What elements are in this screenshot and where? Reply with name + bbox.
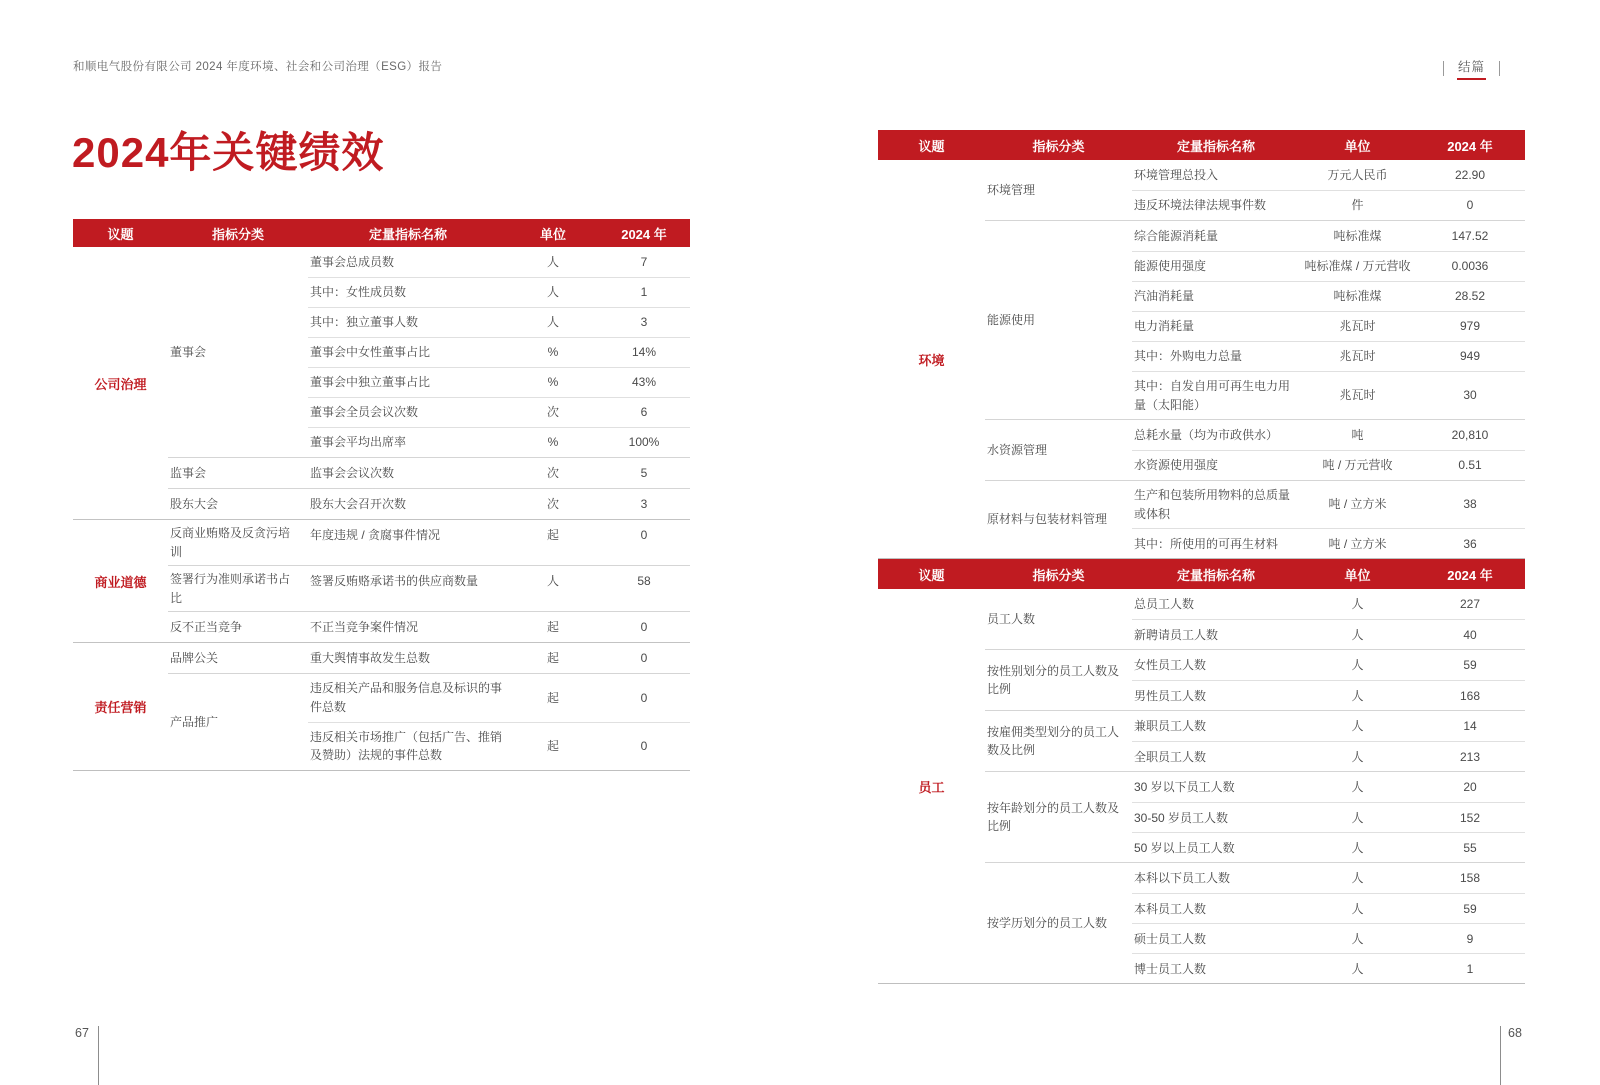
indicator-name-cell: 本科员工人数	[1134, 901, 1207, 916]
indicator-name-cell: 董事会中独立董事占比	[310, 375, 431, 390]
indicator-name-cell: 其中：独立董事人数	[310, 315, 419, 330]
category-label: 员工人数	[987, 612, 1036, 627]
unit-cell: 人	[546, 573, 559, 588]
indicator-name-cell: 其中：自发自用可再生电力用量（太阳能）	[1134, 379, 1291, 412]
table-row	[1132, 420, 1525, 450]
value-cell: 20,810	[1451, 427, 1489, 442]
value-cell: 1	[640, 285, 648, 300]
rows-column	[1132, 481, 1525, 558]
indicator-name-cell: 董事会总成员数	[310, 254, 395, 269]
rows-column	[1132, 420, 1525, 480]
unit-cell: 起	[546, 738, 559, 753]
indicator-name-cell: 违反相关市场推广（包括广告、推销及赞助）法规的事件总数	[310, 729, 503, 763]
category-block	[168, 673, 690, 769]
value-cell: 58	[637, 573, 651, 588]
indicator-name-cell: 股东大会召开次数	[310, 496, 407, 511]
indicator-name-cell: 签署反贿赂承诺书的供应商数量	[310, 573, 479, 588]
table-body	[73, 247, 690, 771]
value-cell: 7	[640, 254, 648, 269]
table-row	[1132, 371, 1525, 419]
unit-cell: %	[547, 435, 559, 450]
page-number-right: 68	[1508, 1026, 1522, 1040]
indicator-name-cell: 董事会中女性董事占比	[310, 345, 431, 360]
table-header-row	[878, 559, 1525, 589]
rows-column	[308, 458, 690, 488]
table-row	[308, 458, 690, 488]
indicator-name-cell: 硕士员工人数	[1134, 931, 1207, 946]
table-row	[1132, 481, 1525, 528]
indicator-name-cell: 30-50 岁员工人数	[1134, 810, 1229, 825]
value-cell: 100%	[628, 435, 660, 450]
unit-cell: 人	[546, 254, 559, 269]
unit-cell: 人	[1351, 871, 1364, 886]
indicator-name-cell: 总耗水量（均为市政供水）	[1134, 427, 1279, 442]
indicator-name-cell: 生产和包装所用物料的总质量或体积	[1134, 488, 1291, 521]
table-row	[308, 247, 690, 277]
table-row	[308, 307, 690, 337]
table-row	[1132, 772, 1525, 802]
unit-cell: 吨 / 万元营收	[1322, 458, 1393, 473]
value-cell: 55	[1463, 840, 1477, 855]
category-label: 原材料与包装材料管理	[987, 512, 1108, 527]
category-label: 按学历划分的员工人数	[987, 916, 1108, 931]
esg-table-environment	[878, 130, 1525, 559]
unit-cell: 人	[1351, 749, 1364, 764]
table-row	[1132, 341, 1525, 371]
table-header-row	[73, 219, 690, 247]
table-header-row	[878, 130, 1525, 160]
unit-cell: 吨标准煤 / 万元营收	[1304, 259, 1411, 274]
category-label: 按性别划分的员工人数及比例	[987, 663, 1120, 697]
value-cell: 979	[1459, 319, 1481, 334]
table-row	[308, 520, 690, 550]
unit-cell: 兆瓦时	[1339, 388, 1376, 403]
indicator-name-cell: 水资源使用强度	[1134, 458, 1219, 473]
category-block	[985, 220, 1525, 419]
column-header: 定量指标名称	[1176, 567, 1255, 583]
value-cell: 147.52	[1451, 228, 1489, 243]
indicator-name-cell: 汽油消耗量	[1134, 289, 1195, 304]
indicator-name-cell: 董事会平均出席率	[310, 435, 407, 450]
unit-cell: 吨标准煤	[1333, 228, 1382, 243]
indicator-name-cell: 30 岁以下员工人数	[1134, 780, 1235, 795]
page-title: 2024年关键绩效	[72, 129, 385, 176]
value-cell: 3	[640, 315, 648, 330]
category-label: 品牌公关	[170, 651, 219, 666]
category-block	[985, 160, 1525, 220]
esg-table-employees	[878, 559, 1525, 984]
column-header: 指标分类	[1032, 138, 1085, 154]
topic-block	[73, 247, 690, 519]
table-row	[1132, 802, 1525, 832]
indicator-name-cell: 新聘请员工人数	[1134, 627, 1219, 642]
value-cell: 30	[1463, 388, 1477, 403]
table-row	[308, 277, 690, 307]
unit-cell: 吨标准煤	[1333, 289, 1382, 304]
table-row	[308, 722, 690, 770]
table-row	[1132, 221, 1525, 251]
table-row	[1132, 619, 1525, 649]
unit-cell: 人	[1351, 780, 1364, 795]
unit-cell: 人	[1351, 658, 1364, 673]
unit-cell: 吨	[1351, 427, 1364, 442]
unit-cell: 次	[546, 496, 559, 511]
indicator-name-cell: 环境管理总投入	[1134, 167, 1219, 182]
table-row	[1132, 450, 1525, 480]
table-row	[308, 643, 690, 673]
category-label: 反商业贿赂及反贪污培训	[170, 526, 291, 559]
category-block	[168, 643, 690, 673]
table-row	[308, 612, 690, 642]
unit-cell: 吨 / 立方米	[1328, 497, 1387, 512]
rows-column	[308, 520, 690, 565]
category-column	[985, 589, 1525, 983]
category-label: 监事会	[170, 465, 207, 480]
category-label: 签署行为准则承诺书占比	[170, 572, 291, 605]
column-header: 2024 年	[621, 226, 667, 242]
topic-label: 公司治理	[94, 376, 147, 392]
indicator-name-cell: 综合能源消耗量	[1134, 228, 1219, 243]
value-cell: 14	[1463, 719, 1477, 734]
table-body	[878, 589, 1525, 984]
unit-cell: 件	[1351, 198, 1364, 213]
topic-label: 员工	[918, 779, 945, 795]
table-row	[308, 566, 690, 596]
page-number-left: 67	[75, 1026, 89, 1040]
column-header: 议题	[918, 138, 945, 154]
category-column	[985, 160, 1525, 558]
value-cell: 0.0036	[1451, 259, 1489, 274]
column-header: 定量指标名称	[1176, 138, 1255, 154]
column-header: 议题	[918, 567, 945, 583]
unit-cell: 人	[1351, 627, 1364, 642]
rows-column	[308, 566, 690, 611]
value-cell: 152	[1459, 810, 1481, 825]
table-row	[1132, 893, 1525, 923]
unit-cell: 人	[1351, 840, 1364, 855]
value-cell: 59	[1463, 658, 1477, 673]
value-cell: 0	[1466, 198, 1474, 213]
unit-cell: 人	[1351, 901, 1364, 916]
table-row	[1132, 311, 1525, 341]
indicator-name-cell: 不正当竞争案件情况	[310, 620, 419, 635]
indicator-name-cell: 重大舆情事故发生总数	[310, 651, 431, 666]
table-row	[1132, 711, 1525, 741]
unit-cell: 次	[546, 405, 559, 420]
category-label: 股东大会	[170, 496, 219, 511]
unit-cell: 人	[1351, 931, 1364, 946]
table-row	[1132, 160, 1525, 190]
topic-block	[73, 519, 690, 642]
value-cell: 158	[1459, 871, 1481, 886]
value-cell: 22.90	[1454, 167, 1486, 182]
category-label: 水资源管理	[987, 442, 1048, 457]
right-column	[878, 130, 1525, 984]
category-label: 环境管理	[987, 182, 1036, 197]
esg-table-governance	[73, 219, 690, 771]
column-header: 单位	[1344, 138, 1371, 154]
category-column	[168, 643, 690, 769]
value-cell: 20	[1463, 780, 1477, 795]
value-cell: 59	[1463, 901, 1477, 916]
table-row	[1132, 281, 1525, 311]
rows-column	[308, 489, 690, 519]
report-running-title: 和顺电气股份有限公司 2024 年度环境、社会和公司治理（ESG）报告	[73, 61, 443, 73]
category-block	[985, 649, 1525, 710]
indicator-name-cell: 董事会全员会议次数	[310, 405, 419, 420]
indicator-name-cell: 违反环境法律法规事件数	[1134, 198, 1267, 213]
value-cell: 36	[1463, 536, 1477, 551]
table-row	[1132, 528, 1525, 558]
rows-column	[1132, 589, 1525, 649]
unit-cell: 人	[1351, 810, 1364, 825]
indicator-name-cell: 总员工人数	[1134, 597, 1195, 612]
rows-column	[1132, 772, 1525, 862]
topic-block	[878, 589, 1525, 983]
value-cell: 0	[640, 690, 648, 705]
value-cell: 38	[1463, 497, 1477, 512]
indicator-name-cell: 兼职员工人数	[1134, 719, 1207, 734]
column-header: 2024 年	[1447, 138, 1493, 154]
category-block	[985, 589, 1525, 649]
value-cell: 213	[1459, 749, 1481, 764]
unit-cell: 起	[546, 651, 559, 666]
value-cell: 0.51	[1458, 458, 1482, 473]
rows-column	[1132, 160, 1525, 220]
value-cell: 168	[1459, 688, 1481, 703]
table-row	[1132, 923, 1525, 953]
page-number-divider	[98, 1026, 99, 1085]
unit-cell: %	[547, 375, 559, 390]
value-cell: 0	[640, 651, 648, 666]
table-row	[1132, 190, 1525, 220]
table-row	[1132, 863, 1525, 893]
rows-column	[308, 674, 690, 769]
category-block	[168, 457, 690, 488]
unit-cell: 人	[546, 285, 559, 300]
topic-label: 环境	[918, 352, 945, 368]
value-cell: 227	[1459, 597, 1481, 612]
divider	[1443, 61, 1444, 76]
column-header: 2024 年	[1447, 567, 1493, 583]
value-cell: 1	[1466, 961, 1474, 976]
indicator-name-cell: 其中：女性成员数	[310, 285, 407, 300]
table-row	[1132, 953, 1525, 983]
value-cell: 0	[640, 620, 648, 635]
value-cell: 0	[640, 527, 648, 542]
unit-cell: 人	[1351, 597, 1364, 612]
value-cell: 40	[1463, 627, 1477, 642]
value-cell: 6	[640, 405, 648, 420]
unit-cell: 吨 / 立方米	[1328, 536, 1387, 551]
column-header: 议题	[107, 226, 134, 242]
category-block	[985, 480, 1525, 558]
indicator-name-cell: 违反相关产品和服务信息及标识的事件总数	[310, 681, 503, 714]
table-row	[308, 397, 690, 427]
rows-column	[308, 643, 690, 673]
table-row	[1132, 832, 1525, 862]
column-header: 单位	[1344, 567, 1371, 583]
indicator-name-cell: 其中：外购电力总量	[1134, 349, 1243, 364]
section-tab	[1443, 57, 1500, 80]
category-block	[168, 520, 690, 565]
value-cell: 43%	[631, 375, 657, 390]
unit-cell: 起	[546, 620, 559, 635]
indicator-name-cell: 电力消耗量	[1134, 319, 1195, 334]
table-row	[1132, 650, 1525, 680]
indicator-name-cell: 全职员工人数	[1134, 749, 1207, 764]
category-block	[985, 419, 1525, 480]
table-row	[308, 337, 690, 367]
table-body	[878, 160, 1525, 559]
unit-cell: 兆瓦时	[1339, 349, 1376, 364]
indicator-name-cell: 本科以下员工人数	[1134, 871, 1231, 886]
category-block	[985, 862, 1525, 983]
category-block	[168, 565, 690, 611]
rows-column	[1132, 863, 1525, 983]
column-header: 单位	[539, 226, 566, 242]
category-label: 按雇佣类型划分的员工人数及比例	[987, 724, 1120, 758]
unit-cell: 起	[546, 690, 559, 705]
table-row	[1132, 741, 1525, 771]
category-label: 按年龄划分的员工人数及比例	[987, 800, 1120, 834]
category-block	[168, 611, 690, 642]
table-row	[308, 427, 690, 457]
category-block	[168, 247, 690, 457]
category-block	[985, 710, 1525, 771]
value-cell: 28.52	[1454, 289, 1486, 304]
unit-cell: 人	[1351, 719, 1364, 734]
category-label: 董事会	[170, 344, 207, 359]
category-block	[168, 488, 690, 519]
indicator-name-cell: 年度违规 / 贪腐事件情况	[310, 527, 441, 542]
rows-column	[1132, 650, 1525, 710]
category-label: 反不正当竞争	[170, 620, 243, 635]
table-row	[308, 489, 690, 519]
topic-label: 责任营销	[94, 700, 147, 716]
value-cell: 949	[1459, 349, 1481, 364]
divider	[1499, 61, 1500, 76]
rows-column	[308, 247, 690, 457]
section-tab-label: 结篇	[1457, 57, 1486, 80]
column-header: 定量指标名称	[368, 226, 447, 242]
value-cell: 0	[640, 738, 648, 753]
value-cell: 14%	[631, 345, 657, 360]
column-header: 指标分类	[1032, 567, 1085, 583]
unit-cell: 人	[546, 315, 559, 330]
indicator-name-cell: 女性员工人数	[1134, 658, 1207, 673]
table-row	[1132, 589, 1525, 619]
column-header: 指标分类	[211, 226, 264, 242]
unit-cell: 起	[546, 527, 559, 542]
category-block	[985, 771, 1525, 862]
unit-cell: 兆瓦时	[1339, 319, 1376, 334]
table-row	[308, 674, 690, 721]
indicator-name-cell: 50 岁以上员工人数	[1134, 840, 1235, 855]
indicator-name-cell: 男性员工人数	[1134, 688, 1207, 703]
category-column	[168, 520, 690, 642]
category-column	[168, 247, 690, 519]
rows-column	[308, 612, 690, 642]
value-cell: 3	[640, 496, 648, 511]
value-cell: 5	[640, 465, 648, 480]
unit-cell: 人	[1351, 961, 1364, 976]
category-label: 产品推广	[170, 714, 219, 729]
table-row	[1132, 680, 1525, 710]
unit-cell: 人	[1351, 688, 1364, 703]
topic-block	[73, 642, 690, 769]
rows-column	[1132, 221, 1525, 419]
category-label: 能源使用	[987, 312, 1036, 327]
table-row	[308, 367, 690, 397]
page-number-divider	[1500, 1026, 1501, 1085]
rows-column	[1132, 711, 1525, 771]
unit-cell: %	[547, 345, 559, 360]
indicator-name-cell: 能源使用强度	[1134, 259, 1207, 274]
unit-cell: 万元人民币	[1327, 167, 1388, 182]
topic-label: 商业道德	[94, 574, 147, 590]
unit-cell: 次	[546, 465, 559, 480]
indicator-name-cell: 监事会会议次数	[310, 465, 395, 480]
value-cell: 9	[1466, 931, 1474, 946]
topic-block	[878, 160, 1525, 558]
indicator-name-cell: 博士员工人数	[1134, 961, 1207, 976]
indicator-name-cell: 其中：所使用的可再生材料	[1134, 536, 1279, 551]
table-row	[1132, 251, 1525, 281]
